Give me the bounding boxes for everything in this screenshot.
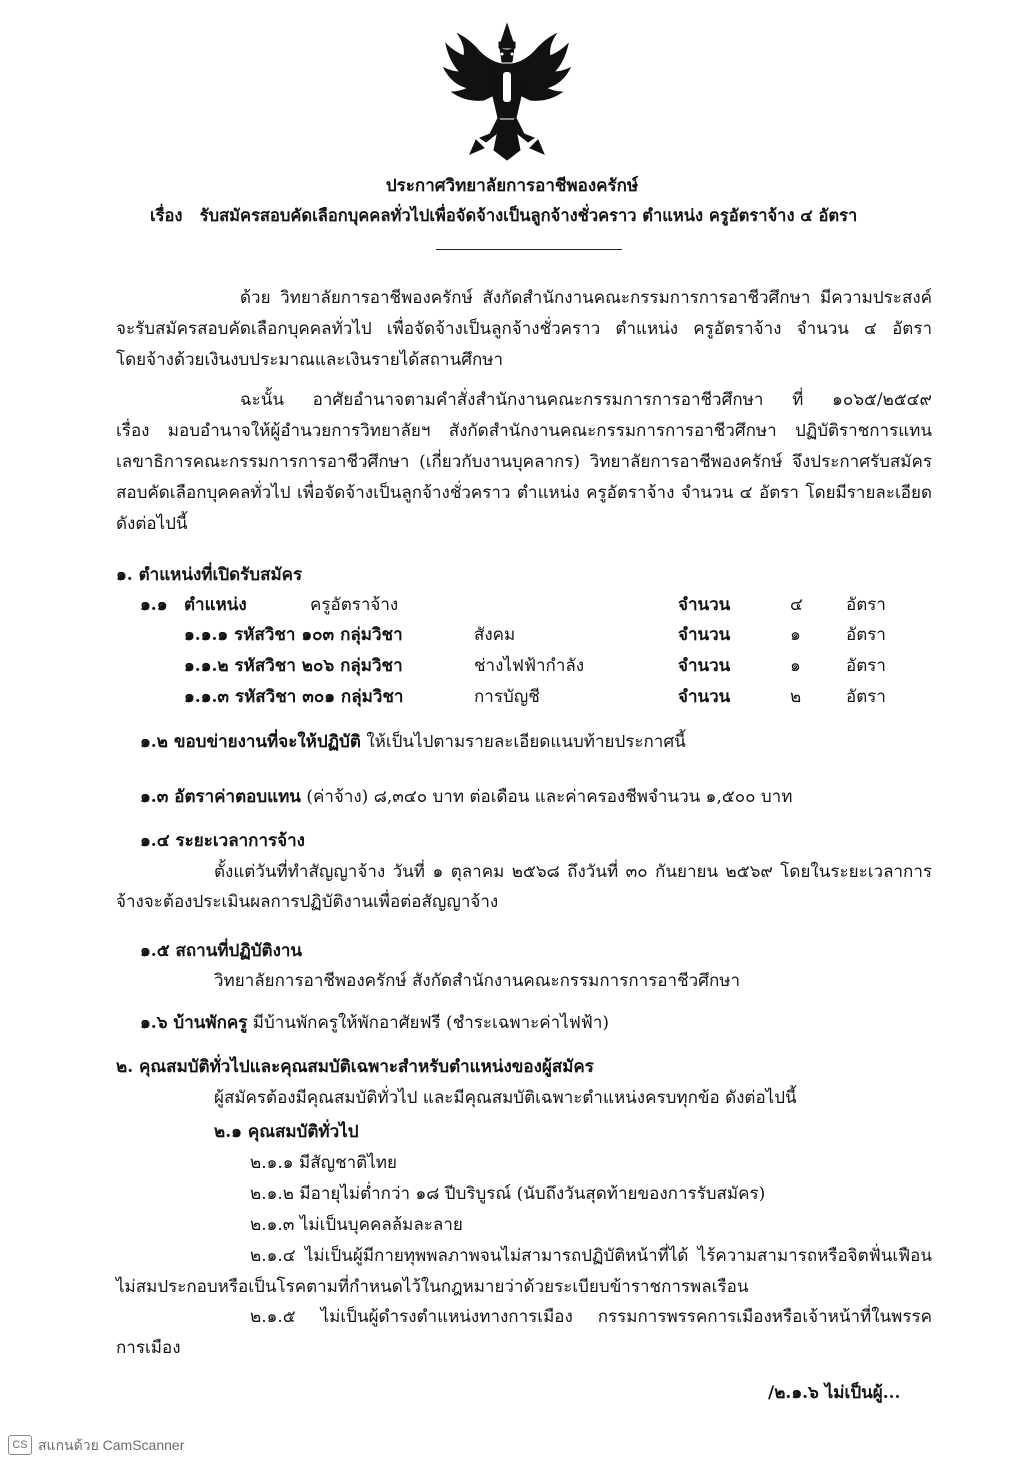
title-divider: [436, 249, 622, 250]
subject-code: ๑.๑.๒ รหัสวิชา ๒๐๖ กลุ่มวิชา: [184, 656, 403, 676]
garuda-emblem-icon: [440, 22, 574, 162]
workplace-label: ๑.๕ สถานที่ปฏิบัติงาน: [140, 941, 303, 961]
general-qualifications-heading: ๒.๑ คุณสมบัติทั่วไป: [214, 1122, 359, 1142]
qualification-item: ๒.๑.๔ ไม่เป็นผู้มีกายทุพพลภาพจนไม่สามารถปฏิบัติหน้าที่ได้ ไร้ความสามารถหรือจิตฟั่นเฟือน: [250, 1246, 932, 1266]
period-line1: ตั้งแต่วันที่ทำสัญญาจ้าง วันที่ ๑ ตุลาคม ๒๕๖๘ ถึงวันที่ ๓๐ กันยายน ๒๕๖๙ โดยในระยะเวลาการ: [214, 862, 932, 882]
position-count: ๔: [790, 595, 803, 615]
intro-p2-line2: เรื่อง มอบอำนาจให้ผู้อำนวยการวิทยาลัยฯ สังกัดสำนักงานคณะกรรมการการอาชีวศึกษา ปฏิบัติราชการแทน: [116, 421, 932, 441]
intro-p2-line3: เลขาธิการคณะกรรมการการอาชีวศึกษา (เกี่ยวกับงานบุคลากร) วิทยาลัยการอาชีพองครักษ์ จึงประกาศรับสมัคร: [116, 452, 932, 472]
continuation-marker: /๒.๑.๖ ไม่เป็นผู้...: [768, 1383, 901, 1403]
intro-p1-line3: โดยจ้างด้วยเงินงบประมาณและเงินรายได้สถานศึกษา: [116, 350, 504, 370]
camscanner-logo-icon: CS: [8, 1435, 32, 1455]
scope-label: ๑.๒ ขอบข่ายงานที่จะให้ปฏิบัติ: [140, 732, 361, 752]
position-label: ตำแหน่ง: [184, 595, 247, 615]
camscanner-watermark: [8, 1434, 184, 1456]
pay-label: ๑.๓ อัตราค่าตอบแทน: [140, 787, 301, 807]
position-unit: อัตรา: [846, 595, 886, 615]
intro-p1-line1: ด้วย วิทยาลัยการอาชีพองครักษ์ สังกัดสำนักงานคณะกรรมการการอาชีวศึกษา มีความประสงค์: [240, 288, 932, 308]
position-name: ครูอัตราจ้าง: [310, 595, 399, 615]
subject-name: การบัญชี: [474, 687, 540, 707]
subject-row: [0, 682, 1024, 712]
period-label: ๑.๔ ระยะเวลาการจ้าง: [140, 831, 305, 851]
section2-heading: ๒. คุณสมบัติทั่วไปและคุณสมบัติเฉพาะสำหรับตำแหน่งของผู้สมัคร: [116, 1057, 594, 1077]
subject-text: รับสมัครสอบคัดเลือกบุคคลทั่วไปเพื่อจัดจ้างเป็นลูกจ้างชั่วคราว ตำแหน่ง ครูอัตราจ้าง ๔ อัตรา: [199, 206, 858, 225]
qualification-item-continued: ไม่สมประกอบหรือเป็นโรคตามที่กำหนดไว้ในกฎหมายว่าด้วยระเบียบข้าราชการพลเรือน: [116, 1277, 749, 1297]
subject-code: ๑.๑.๑ รหัสวิชา ๑๐๓ กลุ่มวิชา: [184, 625, 403, 645]
intro-p2-line5: ดังต่อไปนี้: [116, 514, 188, 534]
subject-count: ๒: [790, 687, 802, 707]
section2-intro: ผู้สมัครต้องมีคุณสมบัติทั่วไป และมีคุณสมบัติเฉพาะตำแหน่งครบทุกข้อ ดังต่อไปนี้: [214, 1088, 797, 1108]
subject-count-label: จำนวน: [678, 687, 731, 707]
subject-unit: อัตรา: [846, 625, 886, 645]
qualification-item-continued: การเมือง: [116, 1338, 181, 1358]
subject-count-label: จำนวน: [678, 656, 731, 676]
subject-count: ๑: [790, 656, 801, 676]
position-count-label: จำนวน: [678, 595, 731, 615]
qualification-item: ๒.๑.๑ มีสัญชาติไทย: [250, 1153, 397, 1173]
position-row: [0, 590, 1024, 620]
pay-text: (ค่าจ้าง) ๘,๓๔๐ บาท ต่อเดือน และค่าครองชีพจำนวน ๑,๕๐๐ บาท: [306, 787, 793, 807]
qualification-item: ๒.๑.๒ มีอายุไม่ต่ำกว่า ๑๘ ปีบริบูรณ์ (นับถึงวันสุดท้ายของการรับสมัคร): [250, 1184, 766, 1204]
subject-code: ๑.๑.๓ รหัสวิชา ๓๐๑ กลุ่มวิชา: [184, 687, 404, 707]
pay-line: [140, 782, 792, 812]
intro-p2-line1: ฉะนั้น อาศัยอำนาจตามคำสั่งสำนักงานคณะกรรมการการอาชีวศึกษา ที่ ๑๐๖๕/๒๕๔๙: [240, 390, 932, 410]
housing-text: มีบ้านพักครูให้พักอาศัยฟรี (ชำระเฉพาะค่าไฟฟ้า): [252, 1013, 610, 1033]
intro-p1-line2: จะรับสมัครสอบคัดเลือกบุคคลทั่วไป เพื่อจัดจ้างเป็นลูกจ้างชั่วคราว ตำแหน่ง ครูอัตราจ้าง จำนวน ๔ อัตรา: [116, 319, 932, 339]
subject-count-label: จำนวน: [678, 625, 731, 645]
intro-p2-line4: สอบคัดเลือกบุคคลทั่วไป เพื่อจัดจ้างเป็นลูกจ้างชั่วคราว ตำแหน่ง ครูอัตราจ้าง จำนวน ๔ อัตรา โดยมีรายละเอียด: [116, 483, 932, 503]
position-number: ๑.๑: [140, 595, 168, 615]
period-line2: จ้างจะต้องประเมินผลการปฏิบัติงานเพื่อต่อสัญญาจ้าง: [116, 892, 499, 912]
subject-row: [0, 651, 1024, 681]
subject-unit: อัตรา: [846, 687, 886, 707]
page-title: ประกาศวิทยาลัยการอาชีพองครักษ์: [385, 176, 639, 196]
scope-text: ให้เป็นไปตามรายละเอียดแนบท้ายประกาศนี้: [366, 732, 686, 752]
qualification-item: ๒.๑.๕ ไม่เป็นผู้ดำรงตำแหน่งทางการเมือง กรรมการพรรคการเมืองหรือเจ้าหน้าที่ในพรรค: [250, 1307, 932, 1327]
subject-name: สังคม: [474, 625, 516, 645]
subject-unit: อัตรา: [846, 656, 886, 676]
scope-line: [140, 727, 686, 757]
subject-count: ๑: [790, 625, 801, 645]
subject-name: ช่างไฟฟ้ากำลัง: [474, 656, 585, 676]
housing-line: [140, 1008, 609, 1038]
qualification-item: ๒.๑.๓ ไม่เป็นบุคคลล้มละลาย: [250, 1215, 463, 1235]
workplace-text: วิทยาลัยการอาชีพองครักษ์ สังกัดสำนักงานคณะกรรมการการอาชีวศึกษา: [214, 971, 740, 991]
subject-label: เรื่อง: [150, 206, 183, 225]
watermark-text: สแกนด้วย CamScanner: [38, 1437, 185, 1453]
subject-row: [0, 620, 1024, 650]
housing-label: ๑.๖ บ้านพักครู: [140, 1013, 248, 1033]
subject-line: [150, 201, 950, 231]
section1-heading: ๑. ตำแหน่งที่เปิดรับสมัคร: [116, 565, 303, 585]
